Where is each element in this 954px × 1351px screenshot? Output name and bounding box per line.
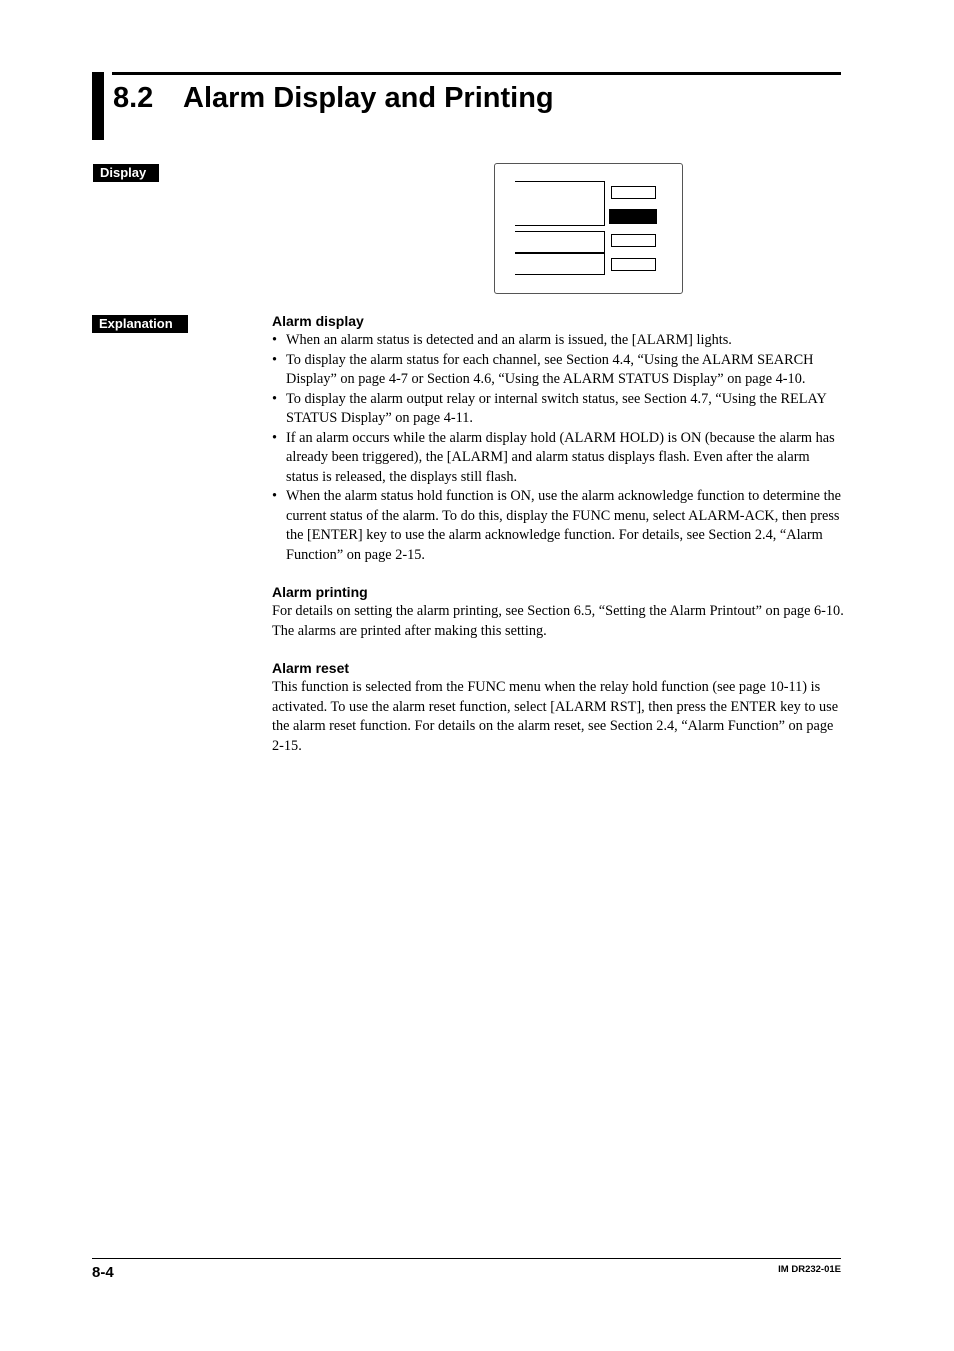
panel-indicator-3 (611, 234, 656, 247)
list-item: • When the alarm status hold function is ON, use the alarm acknowledge function to determine the current status of the alarm. To do this, display the FUNC menu, select ALARM-ACK, then press the [ENTER] key to use the alarm acknowledge function. For details, see Section 2.4, “Alarm Function” on page 2-15. (272, 487, 844, 565)
list-item: • When an alarm status is detected and an alarm is issued, the [ALARM] lights. (272, 331, 844, 351)
section-title (113, 82, 554, 115)
section-number: 8.2 (113, 82, 154, 114)
display-area-upper (515, 181, 605, 226)
display-tag: Display (93, 164, 159, 182)
alarm-indicator-lit (609, 209, 657, 224)
list-item: • To display the alarm status for each channel, see Section 4.4, “Using the ALARM SEARCH Display” on page 4-7 or Section 4.6, “Using the ALARM STATUS Display” on page 4-10. (272, 351, 844, 390)
panel-indicator-1 (611, 186, 656, 199)
front-panel-illustration (494, 163, 683, 294)
list-item: • If an alarm occurs while the alarm display hold (ALARM HOLD) is ON (because the alarm has already been triggered), the [ALARM] and alarm status displays flash. Even after the alarm status is released, the displays still flash. (272, 429, 844, 488)
alarm-display-list (272, 331, 844, 565)
section-title-text: Alarm Display and Printing (183, 82, 554, 114)
explanation-tag: Explanation (92, 315, 188, 333)
alarm-printing-heading: Alarm printing (272, 584, 368, 600)
document-id: IM DR232-01E (778, 1264, 841, 1275)
alarm-display-heading: Alarm display (272, 313, 364, 329)
display-area-lower (515, 253, 605, 275)
section-marker-bar (92, 72, 104, 140)
panel-indicator-4 (611, 258, 656, 271)
section-top-rule (112, 72, 841, 75)
alarm-reset-text: This function is selected from the FUNC menu when the relay hold function (see page 10-11) is activated. To use the alarm reset function, select [ALARM RST], then press the ENTER key to use the alarm reset function. For details on the alarm reset, see Section 2.4, “Alarm Function” on page 2-15. (272, 679, 839, 754)
alarm-reset-heading: Alarm reset (272, 660, 350, 676)
display-area-middle (515, 231, 605, 253)
list-item: • To display the alarm output relay or internal switch status, see Section 4.7, “Using the RELAY STATUS Display” on page 4-11. (272, 390, 844, 429)
alarm-printing-text: For details on setting the alarm printing, see Section 6.5, “Setting the Alarm Printout” on page 6-10. The alarms are printed after making this setting. (272, 603, 844, 639)
page-number: 8-4 (92, 1264, 114, 1281)
explanation-content (272, 312, 844, 756)
footer-rule (92, 1258, 841, 1259)
